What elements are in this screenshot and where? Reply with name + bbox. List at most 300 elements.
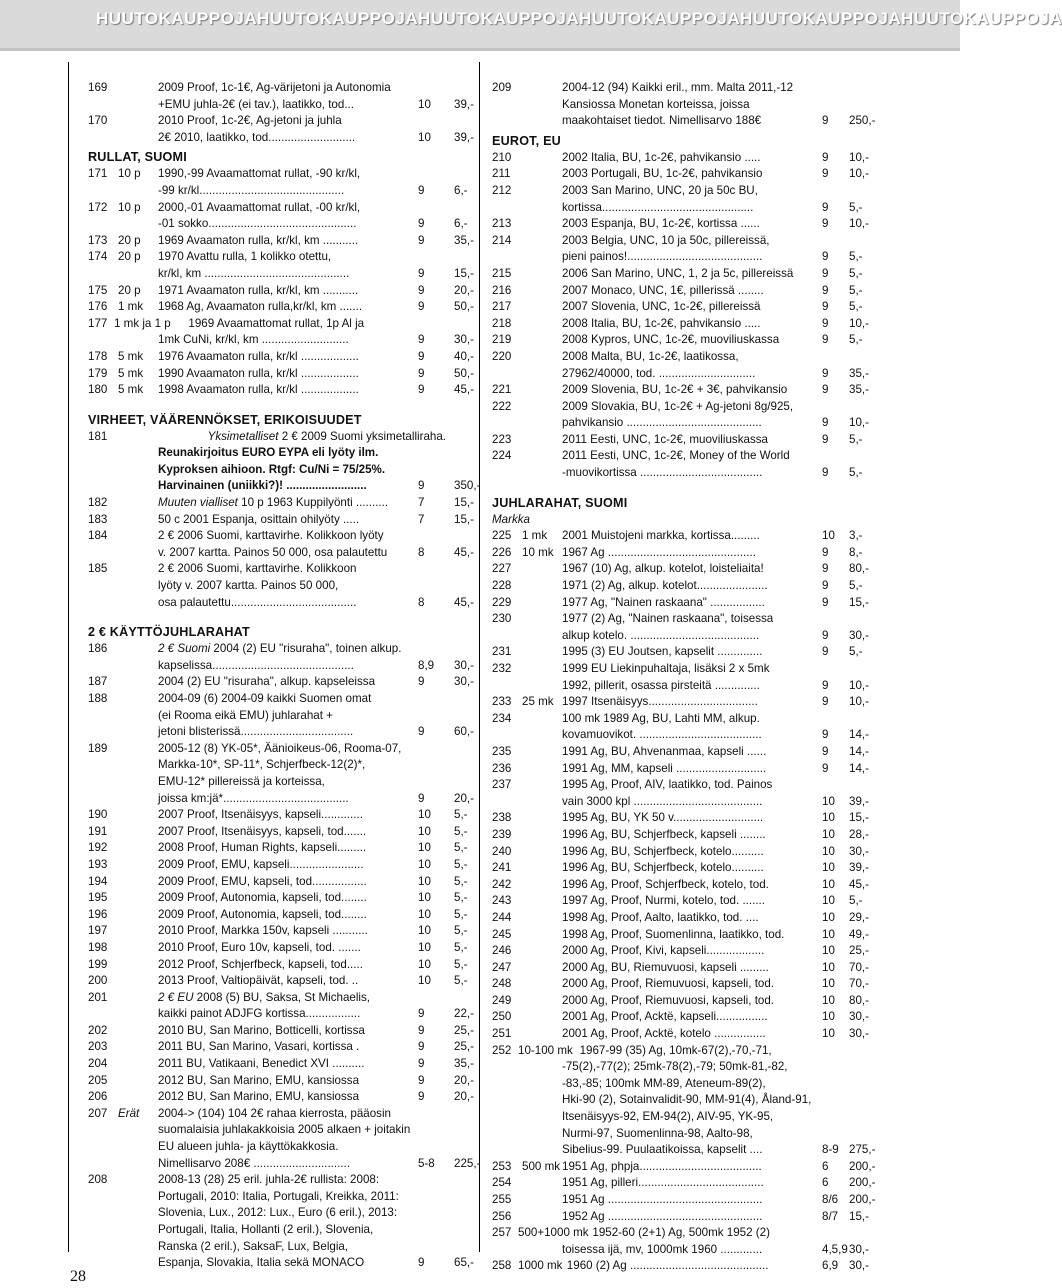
- condition: 9: [418, 1256, 425, 1270]
- lot-description: 2€ 2010, laatikko, tod...........................: [158, 130, 356, 144]
- lot-description: 1967-99 (35) Ag, 10mk-67(2),-70,-71,: [579, 1043, 772, 1057]
- lot-line: [492, 827, 882, 844]
- denomination: 500 mk: [522, 1159, 561, 1173]
- lot-line: [88, 1172, 468, 1189]
- condition: 9: [418, 266, 425, 280]
- lot-line: [492, 595, 882, 612]
- lot-description: 2010 BU, San Marino, Botticelli, kortissa: [158, 1023, 365, 1037]
- lot-number: 201: [88, 990, 108, 1004]
- condition: 8-9: [822, 1143, 839, 1157]
- condition: 10: [418, 857, 431, 871]
- lot-description: jetoni blisterissä...................................: [158, 725, 354, 739]
- lot-description: 2008 Malta, BU, 1c-2€, laatikossa,: [562, 349, 739, 363]
- condition: 9: [418, 233, 425, 247]
- lot-number: 217: [492, 300, 512, 314]
- lot-number: 236: [492, 761, 512, 775]
- price: 15,-: [454, 266, 474, 280]
- lot-description: 1967 Ag ..............................................: [562, 545, 756, 559]
- price: 5,-: [849, 645, 863, 659]
- lot-description: 1960 (2) Ag ...........................................: [566, 1259, 769, 1273]
- lot-line: [492, 448, 882, 465]
- price: 30,-: [454, 333, 474, 347]
- spacer: [88, 399, 468, 409]
- price: 5,-: [454, 891, 468, 905]
- price: 200,-: [849, 1193, 876, 1206]
- lot-description: v. 2007 kartta. Painos 50 000, osa palautettu: [158, 545, 388, 559]
- section-heading: [88, 409, 468, 429]
- lot-number: 170: [88, 114, 108, 128]
- lot-description: maakohtaiset tiedot. Nimellisarvo 188€: [562, 114, 762, 128]
- lot-number: 226: [492, 545, 512, 559]
- lot-description: Nimellisarvo 208€ ..............................: [158, 1156, 350, 1170]
- section-heading-text: 2 € KÄYTTÖJUHLARAHAT: [88, 625, 250, 640]
- price: 20,-: [454, 283, 474, 297]
- lot-description: 2 € 2006 Suomi, karttavirhe. Kolikkoon lyöty: [158, 529, 384, 543]
- lot-number: 244: [492, 910, 512, 924]
- lot-line: [492, 415, 882, 432]
- lot-description: 2006 San Marino, UNC, 1, 2 ja 5c, pillereissä: [562, 266, 794, 280]
- lot-description: -75(2),-77(2); 25mk-78(2),-79; 50mk-81,-82,: [562, 1060, 788, 1074]
- price: 3,-: [849, 529, 863, 543]
- price: 35,-: [849, 366, 869, 380]
- lot-line: [492, 578, 882, 595]
- denomination: 500+1000 mk: [518, 1226, 589, 1240]
- lot-description: 1967 (10) Ag, alkup. kotelot, loisteliaita!: [562, 562, 764, 576]
- lot-line: [88, 973, 468, 990]
- lot-number: 241: [492, 861, 512, 875]
- lot-description: 2003 San Marino, UNC, 20 ja 50c BU,: [562, 183, 758, 197]
- price: 80,-: [849, 993, 869, 1007]
- lot-number: 225: [492, 529, 512, 543]
- lot-number: 209: [492, 81, 512, 94]
- lot-number: 176: [88, 300, 108, 314]
- denomination: 1 mk: [118, 300, 144, 314]
- price: 35,-: [849, 383, 869, 397]
- condition: 9: [418, 791, 425, 805]
- lot-description: alkup kotelo. ........................................: [562, 628, 760, 642]
- section-heading: [492, 130, 882, 150]
- lot-description: 2007 Monaco, UNC, 1€, pillerissä ........: [562, 283, 764, 297]
- condition: 9: [418, 1007, 425, 1021]
- denomination: 10 mk: [522, 545, 554, 559]
- price: 30,-: [849, 1242, 869, 1256]
- price: 225,-: [454, 1156, 481, 1170]
- lot-description: 2011 Eesti, UNC, 1c-2€, muoviliuskassa: [562, 432, 768, 446]
- lot-description: 2000 Ag, Proof, Riemuvuosi, kapseli, tod.: [562, 993, 775, 1007]
- condition: 10: [822, 811, 835, 825]
- lot-line: [88, 741, 468, 758]
- condition: 10: [822, 861, 835, 875]
- price: 250,-: [849, 114, 876, 128]
- lot-description: 2000,-01 Avaamattomat rullat, -00 kr/kl,: [158, 200, 361, 214]
- lot-description: 2008 Proof, Human Rights, kapseli.........: [158, 841, 367, 855]
- price: 10,-: [849, 416, 869, 430]
- price: 29,-: [849, 910, 869, 924]
- lot-description: 1976 Avaamaton rulla, kr/kl ..................: [158, 349, 359, 363]
- lot-line: [88, 462, 468, 479]
- condition: 9: [418, 183, 425, 197]
- italic-lead: 2 € EU: [158, 990, 194, 1004]
- price: 70,-: [849, 960, 869, 974]
- denomination: 20 p: [118, 283, 141, 297]
- lot-description: 1990 Avaamaton rulla, kr/kl ..................: [158, 366, 359, 380]
- lot-description: 2003 Portugali, BU, 1c-2€, pahvikansio: [562, 167, 763, 181]
- condition: 10: [822, 960, 835, 974]
- lot-line: [492, 545, 882, 562]
- condition: 9: [418, 383, 425, 397]
- price: 5,-: [849, 894, 863, 908]
- price: 10,-: [849, 150, 869, 164]
- lot-description: 1969 Avaamattomat rullat, 1p Al ja: [188, 316, 365, 330]
- header-label: HUUTOKAUPPOJA: [257, 9, 419, 28]
- lot-line: [88, 1056, 474, 1073]
- lot-number: 183: [88, 512, 108, 526]
- lot-description: 2007 Proof, Itsenäisyys, kapseli.............: [158, 808, 363, 822]
- condition: 10: [418, 907, 431, 921]
- lot-description: 50 c 2001 Espanja, osittain ohilyöty .....: [158, 512, 360, 526]
- condition: 9: [822, 645, 829, 659]
- lot-line: [492, 844, 882, 861]
- section-heading-text: VIRHEET, VÄÄRENNÖKSET, ERIKOISUUDET: [88, 412, 362, 427]
- lot-line: [492, 233, 882, 250]
- condition: 10: [822, 827, 835, 841]
- lot-line: [88, 80, 468, 97]
- lot-description: 1968 Ag, Avaamaton rulla,kr/kl, km .......: [158, 300, 363, 314]
- lot-line: [88, 907, 468, 924]
- price: 5,-: [849, 333, 863, 347]
- italic-lead: Yksimetalliset: [207, 429, 279, 443]
- price: 14,-: [849, 761, 869, 775]
- lot-line: [88, 1222, 468, 1239]
- price: 30,-: [849, 1027, 869, 1041]
- lot-number: 233: [492, 695, 512, 709]
- price: 15,-: [849, 595, 869, 609]
- lot-description: kaikki painot ADJFG kortissa.................: [158, 1007, 361, 1021]
- price: 14,-: [849, 744, 869, 758]
- lot-line: [492, 927, 882, 944]
- price: 275,-: [849, 1143, 876, 1157]
- lot-line: [88, 774, 468, 791]
- lot-line: [88, 445, 468, 462]
- lot-line: [492, 399, 882, 416]
- lot-description: -01 sokko..............................................: [158, 217, 357, 231]
- price: 39,-: [454, 97, 474, 111]
- condition: 8/7: [822, 1209, 839, 1223]
- lot-line: [88, 824, 468, 841]
- lot-number: 178: [88, 349, 108, 363]
- spacer: [492, 482, 882, 492]
- lot-line: [88, 957, 468, 974]
- lot-description: 1999 EU Liekinpuhaltaja, lisäksi 2 x 5mk: [562, 662, 770, 675]
- price: 200,-: [849, 1176, 876, 1190]
- section-heading: [88, 621, 468, 641]
- lot-line: [88, 545, 474, 562]
- lot-number: 212: [492, 183, 512, 197]
- lot-line: [88, 1006, 474, 1023]
- lot-description: 100 mk 1989 Ag, BU, Lahti MM, alkup.: [562, 711, 760, 725]
- denomination: 20 p: [118, 233, 141, 247]
- section-heading-text: JUHLARAHAT, SUOMI: [492, 495, 628, 510]
- lot-number: 255: [492, 1193, 512, 1206]
- lot-description: 2009 Proof, Autonomia, kapseli, tod........: [158, 891, 367, 905]
- condition: 10: [822, 977, 835, 991]
- price: 39,-: [454, 130, 474, 144]
- price: 10,-: [849, 217, 869, 231]
- lot-description: 2002 Italia, BU, 1c-2€, pahvikansio .....: [562, 150, 761, 164]
- lot-description: 1991 Ag, MM, kapseli ............................: [562, 761, 767, 775]
- section-heading-text: RULLAT, SUOMI: [88, 150, 187, 165]
- condition: 10: [822, 1027, 835, 1041]
- lot-description: 1992, pillerit, osassa pirsteitä ..............: [562, 678, 760, 692]
- lot-line: [492, 794, 882, 811]
- lot-line: [492, 1225, 882, 1242]
- left-margin-rule: [68, 62, 69, 1252]
- lot-line: [492, 349, 882, 366]
- lot-line: [492, 810, 882, 827]
- lot-number: 208: [88, 1173, 108, 1187]
- price: 30,-: [849, 1010, 869, 1024]
- lot-number: 199: [88, 957, 108, 971]
- lot-number: 239: [492, 827, 512, 841]
- lot-number: 171: [88, 167, 108, 181]
- price: 65,-: [454, 1256, 474, 1270]
- condition: 6: [822, 1159, 829, 1173]
- lot-number: 247: [492, 960, 512, 974]
- lot-line: [88, 708, 468, 725]
- lot-description: 2011 BU, San Marino, Vasari, kortissa .: [158, 1040, 360, 1054]
- lot-line: [492, 561, 882, 578]
- lot-line: [88, 757, 468, 774]
- lot-line: [492, 528, 882, 545]
- lot-line: [88, 316, 468, 333]
- condition: 9: [822, 250, 829, 264]
- lot-line: [492, 694, 882, 711]
- condition: 10: [418, 841, 431, 855]
- condition: 10: [418, 874, 431, 888]
- lot-description: 1995 (3) EU Joutsen, kapselit ..............: [562, 645, 763, 659]
- lot-number: 203: [88, 1040, 108, 1054]
- price: 5,-: [454, 841, 468, 855]
- condition: 10: [418, 891, 431, 905]
- lot-number: 198: [88, 940, 108, 954]
- lot-number: 252: [492, 1043, 512, 1057]
- price: 5,-: [454, 957, 468, 971]
- lot-line: [88, 890, 468, 907]
- lot-line: [88, 216, 468, 233]
- lot-line: [88, 366, 474, 383]
- lot-number: 173: [88, 233, 108, 247]
- lot-line: [492, 1209, 882, 1226]
- lot-description: 27962/40000, tod. ..............................: [562, 366, 756, 380]
- price: 200,-: [849, 1159, 876, 1173]
- condition: 10: [418, 97, 431, 111]
- lot-line: [88, 578, 468, 595]
- condition: 9: [822, 167, 829, 181]
- condition: 10: [822, 877, 835, 891]
- lot-line: [492, 1175, 882, 1192]
- lot-description: 1971 Avaamaton rulla, kr/kl, km ...........: [158, 283, 359, 297]
- lot-number: 182: [88, 496, 108, 510]
- price: 35,-: [454, 1057, 474, 1071]
- lot-description: 1998 Avaamaton rulla, kr/kl ..................: [158, 383, 359, 397]
- header-label: HUUTOKAUPPOJA: [418, 9, 580, 28]
- lot-description: 1977 Ag, "Nainen raskaana" .................: [562, 595, 765, 609]
- lot-description: 1990,-99 Avaamattomat rullat, -90 kr/kl,: [158, 167, 361, 181]
- lot-number: 221: [492, 383, 512, 397]
- column-divider: [479, 62, 480, 1252]
- lot-number: 210: [492, 150, 512, 164]
- lot-description: 1998 Ag, Proof, Suomenlinna, laatikko, tod.: [562, 927, 785, 941]
- condition: 9: [822, 678, 829, 692]
- lot-number: 196: [88, 907, 108, 921]
- lot-line: [492, 113, 882, 130]
- price: 10,-: [849, 695, 869, 709]
- lot-description: Harvinainen (uniikki?)! .........................: [158, 479, 367, 493]
- lot-description: 1997 Ag, Proof, Nurmi, kotelo, tod. .......: [562, 894, 765, 908]
- condition: 10: [822, 1010, 835, 1024]
- condition: 9: [822, 432, 829, 446]
- lot-description: 2003 Belgia, UNC, 10 ja 50c, pillereissä,: [562, 233, 770, 247]
- lot-description: Markka-10*, SP-11*, Schjerfbeck-12(2)*,: [158, 758, 366, 772]
- lot-line: [492, 976, 882, 993]
- lot-description: Reunakirjoitus EURO EYPA eli lyöty ilm.: [158, 446, 379, 460]
- lot-line: [492, 1242, 882, 1259]
- denomination: 1 mk ja 1 p: [114, 316, 171, 330]
- lot-number: 222: [492, 399, 512, 413]
- lot-description: 2009 Proof, EMU, kapseli.......................: [158, 857, 364, 871]
- section-heading: [492, 492, 882, 512]
- lot-description: 1997 Itsenäisyys..................................: [562, 695, 758, 709]
- lot-line: [492, 1192, 882, 1209]
- lot-description: Portugali, 2010: Italia, Portugali, Kreikka, 2011:: [158, 1189, 399, 1203]
- condition: 10: [822, 794, 835, 808]
- lot-line: [492, 777, 882, 794]
- lot-line: [492, 893, 882, 910]
- lot-number: 224: [492, 449, 512, 463]
- lot-line: [492, 943, 882, 960]
- lot-description: 2007 Slovenia, UNC, 1c-2€, pillereissä: [562, 300, 761, 314]
- denomination: 25 mk: [522, 695, 554, 709]
- price: 5,-: [849, 250, 863, 264]
- condition: 9: [822, 545, 829, 559]
- lot-description: 1995 Ag, Proof, AIV, laatikko, tod. Painos: [562, 778, 773, 792]
- lot-number: 235: [492, 744, 512, 758]
- lot-line: [492, 1258, 882, 1275]
- lot-line: [492, 628, 882, 645]
- header-label: HUUTOKAUPPOJA: [579, 9, 741, 28]
- lot-number: 229: [492, 595, 512, 609]
- lot-line: [492, 1076, 882, 1093]
- italic-lead: Muuten vialliset: [158, 496, 238, 510]
- lot-description: Sibelius-99. Puulaatikoissa, kapselit ....: [562, 1143, 763, 1157]
- lot-number: 251: [492, 1027, 512, 1041]
- lot-line: [492, 183, 882, 200]
- lot-number: 254: [492, 1176, 512, 1190]
- lot-line: [88, 97, 474, 114]
- lot-line: [88, 923, 468, 940]
- price: 39,-: [849, 794, 869, 808]
- lot-line: [88, 1023, 474, 1040]
- price: 15,-: [454, 512, 474, 526]
- lot-line: [88, 1122, 468, 1139]
- lot-line: [492, 860, 882, 877]
- lot-line: [492, 1126, 882, 1143]
- lot-description: 2007 Proof, Itsenäisyys, kapseli, tod.......: [158, 824, 367, 838]
- lot-description: -muovikortissa ......................................: [562, 466, 763, 480]
- lot-number: 214: [492, 233, 512, 247]
- lot-description: 2011 Eesti, UNC, 1c-2€, Money of the World: [562, 449, 790, 463]
- lot-description: 1970 Avattu rulla, 1 kolikko otettu,: [158, 250, 332, 264]
- condition: 9: [822, 114, 829, 128]
- lot-description: 2008 Kypros, UNC, 1c-2€, muoviliuskassa: [562, 333, 780, 347]
- condition: 7: [418, 512, 425, 526]
- lot-description: lyöty v. 2007 kartta. Painos 50 000,: [158, 579, 339, 593]
- lot-line: [88, 166, 468, 183]
- price: 10,-: [849, 316, 869, 330]
- lot-description: 2013 Proof, Valtiopäivät, kapseli, tod. ..: [158, 974, 359, 988]
- lot-line: [492, 216, 882, 233]
- lot-line: [492, 761, 882, 778]
- condition: 9: [822, 579, 829, 593]
- condition: 9: [418, 725, 425, 739]
- lot-line: [492, 644, 882, 661]
- lot-number: 231: [492, 645, 512, 659]
- condition: 9: [418, 217, 425, 231]
- lot-line: [492, 283, 882, 300]
- lot-line: [492, 266, 882, 283]
- lot-description: 2009 Proof, 1c-1€, Ag-värijetoni ja Autonomia: [158, 81, 391, 94]
- lot-number: 206: [88, 1090, 108, 1104]
- lot-description: kapselissa............................................: [158, 658, 354, 672]
- lot-number: 197: [88, 924, 108, 938]
- lot-description: 2 € EU 2008 (5) BU, Saksa, St Michaelis,: [158, 990, 371, 1004]
- price: 5,-: [454, 857, 468, 871]
- lot-line: [88, 382, 474, 399]
- lot-number: 250: [492, 1010, 512, 1024]
- lot-line: [492, 1026, 882, 1043]
- lot-line: [88, 724, 474, 741]
- spacer: [88, 611, 468, 621]
- price: 30,-: [849, 844, 869, 858]
- lot-line: [88, 658, 474, 675]
- lot-description: 2000 Ag, Proof, Kivi, kapseli..................: [562, 944, 765, 958]
- condition: 10: [822, 944, 835, 958]
- condition: 8,9: [418, 658, 435, 672]
- condition: 9: [822, 283, 829, 297]
- price: 25,-: [454, 1040, 474, 1054]
- denomination: 5 mk: [118, 366, 144, 380]
- price: 15,-: [454, 496, 474, 510]
- lot-number: 195: [88, 891, 108, 905]
- header-label: HUUTOKAUPPOJA: [901, 9, 1062, 28]
- price: 50,-: [454, 366, 474, 380]
- lot-description: 1996 Ag, BU, Schjerfbeck, kotelo..........: [562, 844, 764, 858]
- denomination: 5 mk: [118, 349, 144, 363]
- denomination: 10-100 mk: [518, 1043, 573, 1057]
- lot-line: [88, 478, 481, 495]
- lot-line: [492, 465, 882, 482]
- condition: 9: [822, 728, 829, 742]
- lot-description: suomalaisia juhlakakkoisia 2005 alkaen + joitakin: [158, 1123, 411, 1137]
- lot-description: 2004-09 (6) 2004-09 kaikki Suomen omat: [158, 692, 372, 705]
- price: 8,-: [849, 545, 863, 559]
- denomination: 10 p: [118, 200, 141, 214]
- lot-number: 216: [492, 283, 512, 297]
- lot-description: Portugali, Italia, Hollanti (2 eril.), Slovenia,: [158, 1223, 374, 1236]
- lot-description: joissa km:jä*.......................................: [158, 791, 349, 805]
- lot-description: Nurmi-97, Suomenlinna-98, Aalto-98,: [562, 1126, 753, 1140]
- price: 49,-: [849, 927, 869, 941]
